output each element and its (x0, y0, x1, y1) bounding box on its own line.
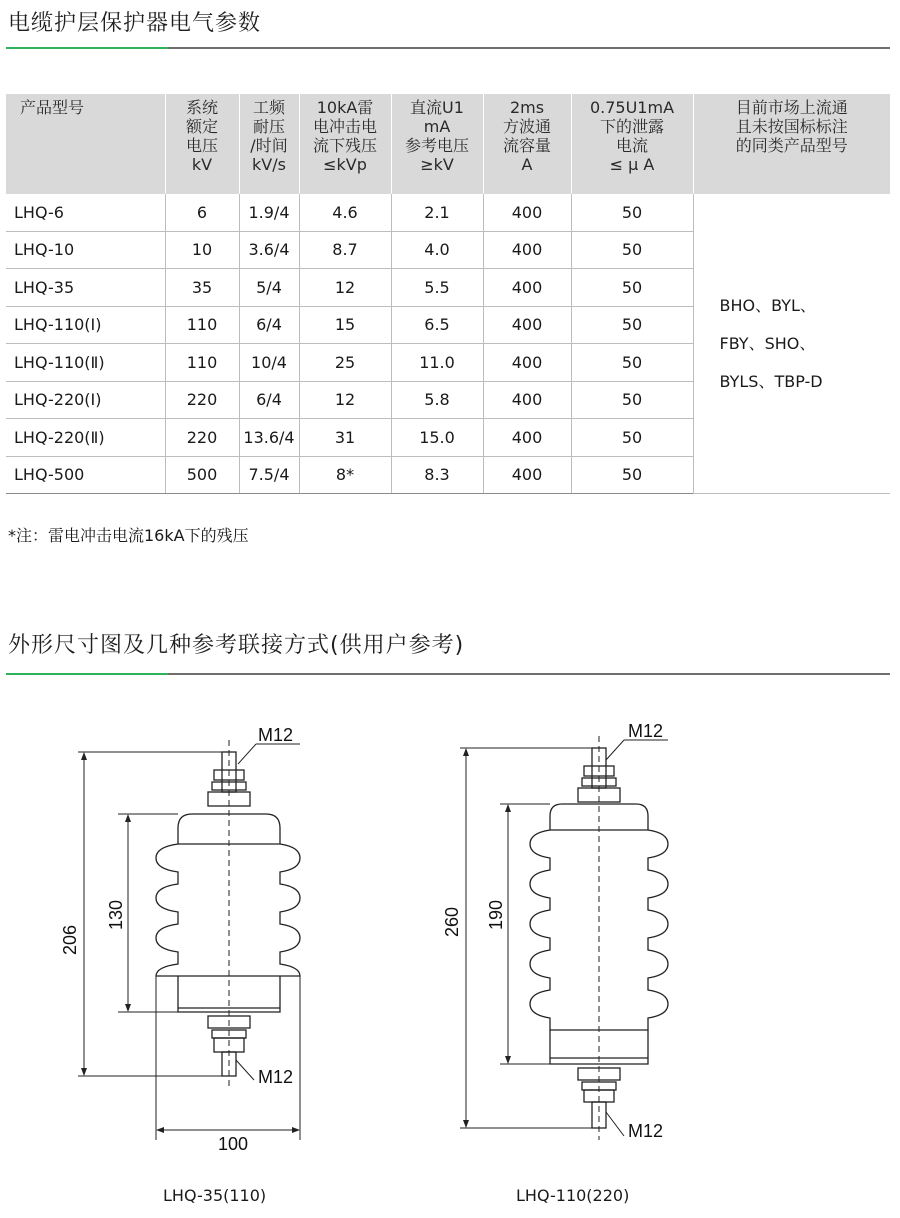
header-model: 产品型号 (6, 94, 165, 194)
cell: 10/4 (239, 344, 299, 382)
body-height-label: 130 (106, 899, 126, 931)
cell-model: LHQ-220(Ⅰ) (6, 381, 165, 419)
header-square-wave: 2ms 方波通 流容量 A (483, 94, 571, 194)
cell-model: LHQ-110(Ⅱ) (6, 344, 165, 382)
cell: 13.6/4 (239, 419, 299, 457)
section-title-parameters: 电缆护层保护器电气参数 (8, 11, 262, 36)
cell: 400 (483, 419, 571, 457)
cell: 15.0 (391, 419, 483, 457)
cell-model: LHQ-35 (6, 269, 165, 307)
cell: 8* (299, 456, 391, 494)
header-power-frequency: 工频 耐压 /时间 kV/s (239, 94, 299, 194)
cell: 5.5 (391, 269, 483, 307)
cell: 400 (483, 381, 571, 419)
section-divider (6, 673, 890, 675)
cell: 400 (483, 456, 571, 494)
cell: 220 (165, 419, 239, 457)
cell: 2.1 (391, 194, 483, 231)
cell: 35 (165, 269, 239, 307)
cell: 4.0 (391, 231, 483, 269)
bottom-thread-label: M12 (258, 1067, 294, 1087)
table-footnote: *注：雷电冲击电流16kA下的残压 (8, 526, 249, 545)
cell: 7.5/4 (239, 456, 299, 494)
cell: 3.6/4 (239, 231, 299, 269)
cell: 12 (299, 269, 391, 307)
header-leakage: 0.75U1mA 下的泄露 电流 ≤ μ A (571, 94, 693, 194)
cell: 50 (571, 344, 693, 382)
table-row (6, 194, 890, 231)
overall-height-label: 260 (442, 906, 462, 938)
drawing-caption-2: LHQ-110(220) (516, 1186, 630, 1205)
cell-similar-models (693, 194, 890, 494)
cell: 31 (299, 419, 391, 457)
arrester-drawing-1 (60, 725, 300, 1154)
similar-model-line: BYLS、TBP-D (719, 371, 823, 391)
cell: 400 (483, 306, 571, 344)
cell: 6.5 (391, 306, 483, 344)
bottom-thread-label: M12 (628, 1121, 664, 1141)
cell: 10 (165, 231, 239, 269)
cell: 6 (165, 194, 239, 231)
cell: 400 (483, 194, 571, 231)
cell: 8.3 (391, 456, 483, 494)
cell: 12 (299, 381, 391, 419)
top-thread-label: M12 (258, 725, 294, 745)
similar-model-line: BHO、BYL、 (719, 295, 816, 315)
table-header-row (6, 94, 890, 194)
cell: 50 (571, 456, 693, 494)
cell-model: LHQ-220(Ⅱ) (6, 419, 165, 457)
cell: 4.6 (299, 194, 391, 231)
cell: 5/4 (239, 269, 299, 307)
cell: 25 (299, 344, 391, 382)
overall-height-label: 206 (60, 924, 80, 956)
cell: 50 (571, 269, 693, 307)
cell: 15 (299, 306, 391, 344)
width-label: 100 (217, 1134, 249, 1154)
cell-model: LHQ-10 (6, 231, 165, 269)
header-dc-reference: 直流U1 mA 参考电压 ≥kV (391, 94, 483, 194)
arrester-drawing-2 (442, 721, 668, 1141)
cell-model: LHQ-6 (6, 194, 165, 231)
cell: 8.7 (299, 231, 391, 269)
dimension-drawings (0, 700, 900, 1210)
section-divider (6, 47, 890, 49)
section-title-dimensions: 外形尺寸图及几种参考联接方式(供用户参考) (8, 633, 465, 658)
cell: 1.9/4 (239, 194, 299, 231)
cell: 6/4 (239, 306, 299, 344)
cell: 50 (571, 306, 693, 344)
cell: 400 (483, 231, 571, 269)
top-thread-label: M12 (628, 721, 664, 741)
header-rated-voltage: 系统 额定 电压 kV (165, 94, 239, 194)
cell: 11.0 (391, 344, 483, 382)
cell: 110 (165, 306, 239, 344)
cell: 5.8 (391, 381, 483, 419)
cell: 50 (571, 381, 693, 419)
cell: 220 (165, 381, 239, 419)
parameters-table (6, 94, 890, 494)
cell: 110 (165, 344, 239, 382)
similar-model-line: FBY、SHO、 (719, 333, 816, 353)
body-height-label: 190 (486, 899, 506, 931)
cell: 500 (165, 456, 239, 494)
cell: 50 (571, 231, 693, 269)
cell: 6/4 (239, 381, 299, 419)
cell: 50 (571, 194, 693, 231)
cell: 400 (483, 344, 571, 382)
header-residual-voltage: 10kA雷 电冲击电 流下残压 ≤kVp (299, 94, 391, 194)
header-similar-models: 目前市场上流通 且未按国标标注 的同类产品型号 (693, 94, 890, 194)
cell-model: LHQ-500 (6, 456, 165, 494)
cell-model: LHQ-110(Ⅰ) (6, 306, 165, 344)
drawing-caption-1: LHQ-35(110) (163, 1186, 267, 1205)
cell: 400 (483, 269, 571, 307)
cell: 50 (571, 419, 693, 457)
